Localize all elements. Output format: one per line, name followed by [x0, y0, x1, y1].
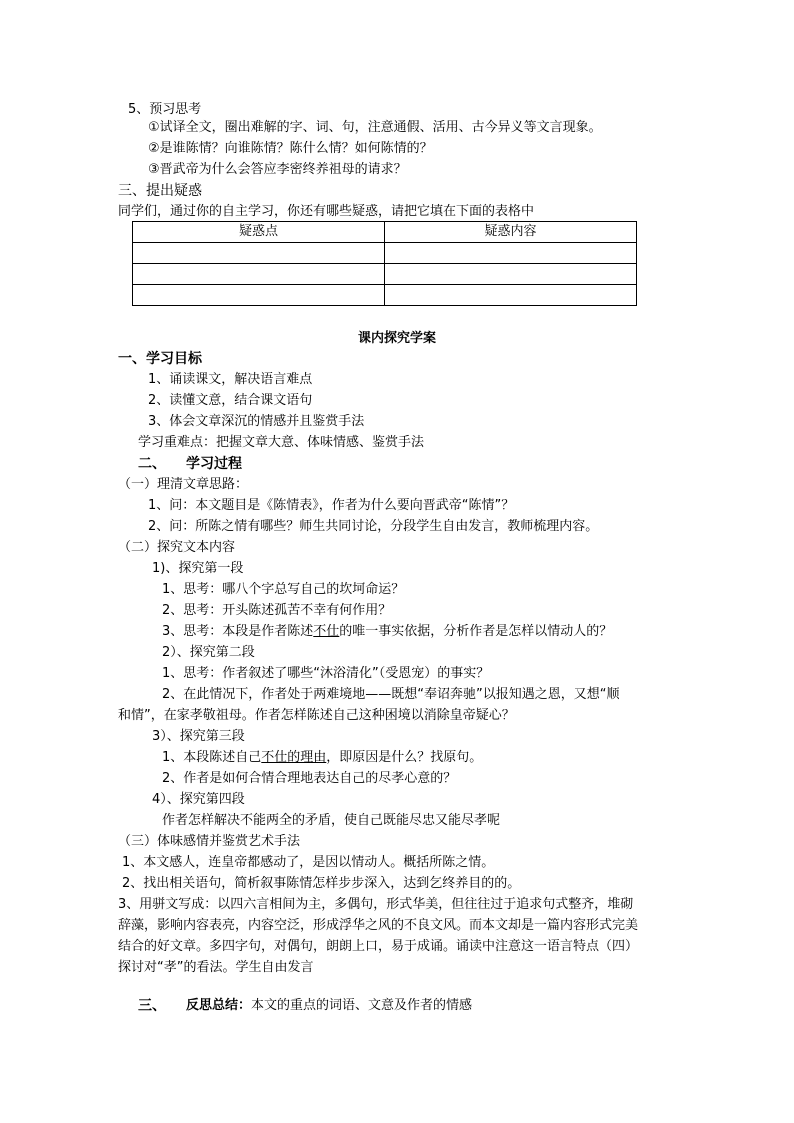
paragraph-2-heading: 2）、探究第二段	[162, 645, 255, 660]
paragraph-2-question-1: 1、思考：作者叙述了哪些“沐浴清化”（受恩宠）的事实？	[162, 666, 490, 681]
process-heading-number: 二、	[138, 456, 166, 472]
subsection-1-question-1: 1、问：本文题目是《陈情表》，作者为什么要向晋武帝“陈情”？	[148, 498, 515, 513]
subsection-3-item-3-line-3: 结合的好文章。多四字句，对偶句，朗朗上口，易于成诵。诵读中注意这一语言特点（四）	[118, 939, 639, 954]
subsection-3-item-3-line-1: 3、用骈文写成：以四六言相间为主，多偶句，形式华美，但往往过于追求句式整齐，堆砌	[118, 897, 634, 912]
preview-heading: 5、预习思考	[128, 102, 202, 117]
paragraph-1-question-1: 1、思考：哪八个字总写自己的坎坷命运？	[162, 582, 405, 597]
table-cell[interactable]	[385, 243, 637, 264]
table-cell[interactable]	[133, 264, 385, 285]
subsection-1: （一）理清文章思路：	[118, 477, 249, 492]
plan-title: 课内探究学案	[357, 331, 436, 346]
paragraph-3-heading: 3）、探究第三段	[152, 729, 245, 744]
table-cell[interactable]	[385, 264, 637, 285]
reflection-line	[186, 998, 472, 1014]
goal-1: 1、诵读课文，解决语言难点	[148, 372, 313, 387]
paragraph-4-question: 作者怎样解决不能两全的矛盾，使自己既能尽忠又能尽孝呢	[162, 813, 501, 828]
subsection-3-item-1: 1、本文感人，连皇帝都感动了，是因以情动人。概括所陈之情。	[122, 855, 495, 870]
paragraph-4-heading: 4）、探究第四段	[152, 792, 245, 807]
subsection-2: （二）探究文本内容	[118, 540, 236, 555]
preview-question-2: ②是谁陈情？向谁陈情？陈什么情？如何陈情的？	[148, 141, 433, 156]
table-header-cell: 疑惑点	[133, 222, 385, 243]
subsection-3-item-3-line-4: 探讨对“孝”的看法。学生自由发言	[118, 960, 314, 975]
subsection-1-question-2: 2、问：所陈之情有哪些？师生共同讨论，分段学生自由发言，教师梳理内容。	[148, 519, 599, 534]
table-header-row	[133, 222, 637, 243]
paragraph-1-heading: 1)、探究第一段	[152, 561, 244, 576]
paragraph-1-question-2: 2、思考：开头陈述孤苦不幸有何作用？	[162, 603, 392, 618]
table-row	[133, 285, 637, 306]
preview-question-3: ③晋武帝为什么会答应李密终养祖母的请求？	[148, 162, 407, 177]
key-points: 学习重难点：把握文章大意、体味情感、鉴赏手法	[138, 435, 425, 450]
goals-heading: 一、学习目标	[118, 351, 202, 367]
reflection-number: 三、	[138, 998, 166, 1014]
question-text: 1、本段陈述自己	[162, 750, 262, 765]
goal-3: 3、体会文章深沉的情感并且鉴赏手法	[148, 414, 365, 429]
question-text: 的唯一事实依据，分析作者是怎样以情动人的？	[339, 624, 613, 639]
underlined-term: 不仕的理由	[261, 750, 327, 765]
subsection-3-item-3-line-2: 辞藻，影响内容表亮，内容空泛，形成浮华之风的不良文风。而本文却是一篇内容形式完美	[118, 918, 639, 933]
goal-2: 2、读懂文意，结合课文语句	[148, 393, 313, 408]
underlined-term: 不仕	[313, 624, 340, 639]
doubts-table	[132, 221, 637, 306]
subsection-3-item-2: 2、找出相关语句，简析叙事陈情怎样步步深入，达到乞终养目的的。	[122, 876, 521, 891]
table-row	[133, 243, 637, 264]
table-cell[interactable]	[133, 243, 385, 264]
preview-question-1: ①试译全文，圈出难解的字、词、句，注意通假、活用、古今异义等文言现象。	[148, 120, 602, 135]
subsection-3: （三）体味感情并鉴赏艺术手法	[118, 834, 301, 849]
question-text: ，即原因是什么？找原句。	[326, 750, 483, 765]
reflection-label: 反思总结：	[186, 998, 252, 1013]
paragraph-2-question-2-line-1: 2、在此情况下，作者处于两难境地——既想“奉诏奔驰”以报知遇之恩，又想“顺	[162, 687, 620, 702]
paragraph-3-question-2: 2、作者是如何合情合理地表达自己的尽孝心意的？	[162, 771, 457, 786]
table-cell[interactable]	[133, 285, 385, 306]
table-header-cell: 疑惑内容	[385, 222, 637, 243]
paragraph-3-question-1	[162, 750, 482, 766]
table-cell[interactable]	[385, 285, 637, 306]
doubts-heading: 三、提出疑惑	[118, 183, 202, 199]
doubts-intro: 同学们，通过你的自主学习，你还有哪些疑惑，请把它填在下面的表格中	[118, 204, 535, 219]
paragraph-2-question-2-line-2: 和情”，在家孝敬祖母。作者怎样陈述自己这种困境以消除皇帝疑心？	[118, 708, 515, 723]
table-row	[133, 264, 637, 285]
question-text: 3、思考：本段是作者陈述	[162, 624, 314, 639]
paragraph-1-question-3	[162, 624, 612, 640]
process-heading: 学习过程	[186, 456, 242, 472]
reflection-text: 本文的重点的词语、文意及作者的情感	[251, 998, 473, 1013]
